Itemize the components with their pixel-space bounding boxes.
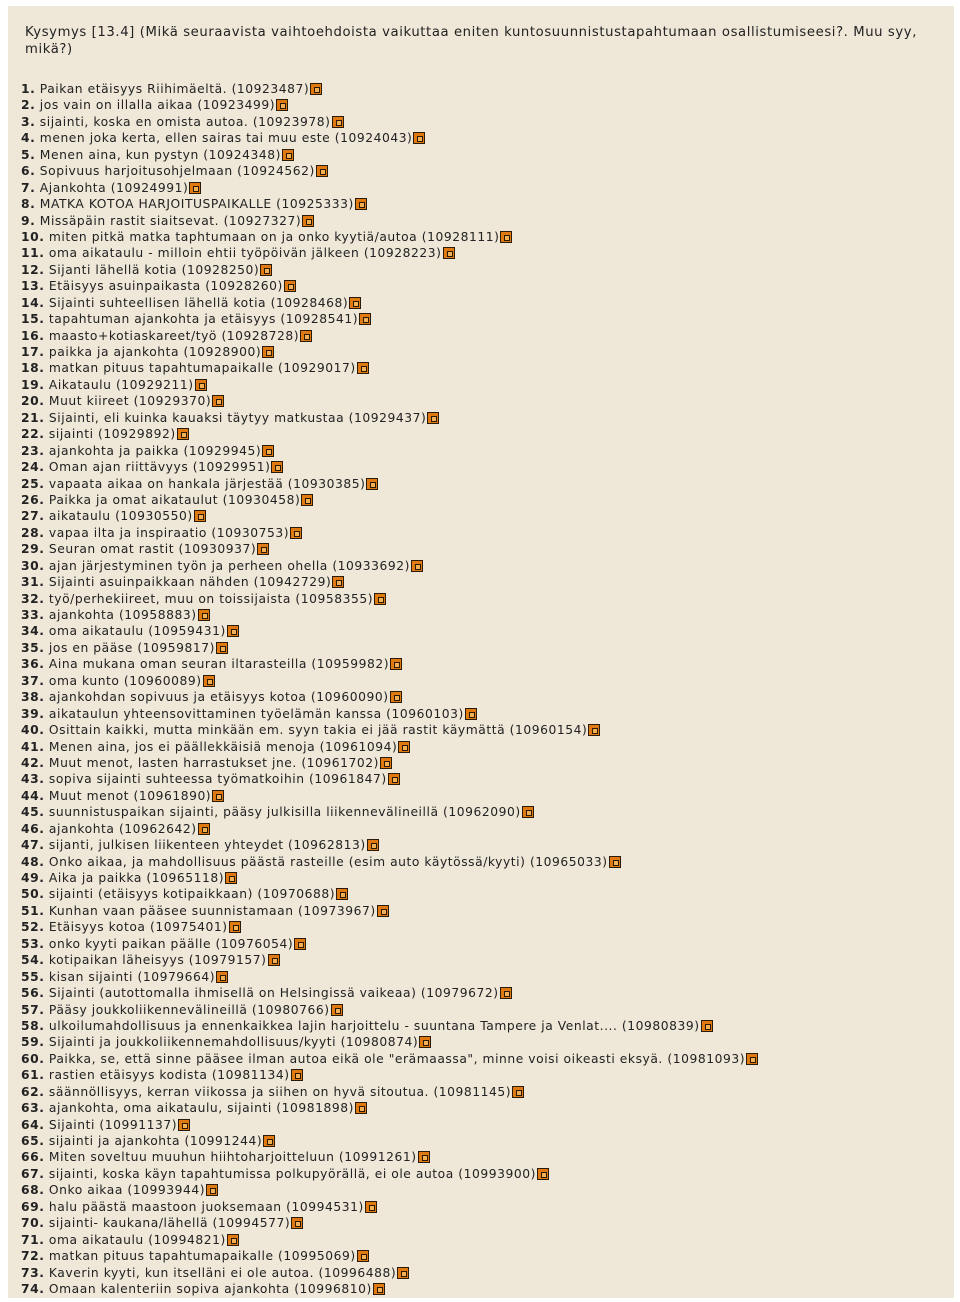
- list-item: [21, 163, 758, 179]
- flag-icon[interactable]: [262, 445, 274, 457]
- flag-icon[interactable]: [413, 132, 425, 144]
- answer-number: 68.: [21, 1183, 45, 1198]
- answer-text: ajankohta (10962642): [48, 821, 197, 836]
- list-item: [21, 459, 758, 475]
- list-item: [21, 360, 758, 376]
- answer-number: 73.: [21, 1265, 45, 1280]
- flag-icon[interactable]: [411, 560, 423, 572]
- answer-number: 23.: [21, 443, 45, 458]
- answer-text: sijanti, julkisen liikenteen yhteydet (10962813): [48, 838, 366, 853]
- list-item: [21, 213, 758, 229]
- list-item: [21, 919, 758, 935]
- answer-text: Kunhan vaan pääsee suunnistamaan (10973967): [48, 903, 376, 918]
- list-item: [21, 952, 758, 968]
- answer-text: tapahtuman ajankohta ja etäisyys (10928541): [48, 312, 359, 327]
- flag-icon[interactable]: [212, 790, 224, 802]
- answer-number: 43.: [21, 772, 45, 787]
- answer-number: 28.: [21, 525, 45, 540]
- list-item: [21, 147, 758, 163]
- answer-text: sijainti- kaukana/lähellä (10994577): [48, 1216, 291, 1231]
- answer-text: sijainti (etäisyys kotipaikkaan) (10970688): [48, 887, 336, 902]
- answer-number: 24.: [21, 460, 45, 475]
- flag-icon[interactable]: [206, 1184, 218, 1196]
- flag-icon[interactable]: [198, 609, 210, 621]
- list-item: [21, 1067, 758, 1083]
- answer-number: 74.: [21, 1281, 45, 1296]
- flag-icon[interactable]: [229, 921, 241, 933]
- list-item: [21, 1133, 758, 1149]
- answer-text: MATKA KOTOA HARJOITUSPAIKALLE (10925333): [39, 197, 354, 212]
- flag-icon[interactable]: [177, 428, 189, 440]
- list-item: [21, 377, 758, 393]
- answer-text: Onko aikaa (10993944): [48, 1183, 206, 1198]
- answer-number: 12.: [21, 262, 45, 277]
- answer-number: 66.: [21, 1150, 45, 1165]
- answer-number: 53.: [21, 936, 45, 951]
- answer-text: sijainti ja ajankohta (10991244): [48, 1134, 263, 1148]
- answer-text: ajankohta (10958883): [48, 608, 197, 622]
- answer-text: Aikataulu (10929211): [48, 377, 194, 392]
- flag-icon[interactable]: [276, 99, 288, 111]
- answer-number: 33.: [21, 608, 45, 622]
- answer-number: 48.: [21, 854, 45, 869]
- flag-icon[interactable]: [365, 1201, 377, 1213]
- flag-icon[interactable]: [291, 1217, 303, 1229]
- answer-number: 49.: [21, 871, 45, 885]
- flag-icon[interactable]: [195, 379, 207, 391]
- list-item: [21, 245, 758, 261]
- answer-text: Muut kiireet (10929370): [48, 394, 212, 409]
- flag-icon[interactable]: [373, 1283, 385, 1295]
- answer-number: 14.: [21, 295, 45, 310]
- flag-icon[interactable]: [397, 1267, 409, 1279]
- answer-text: halu päästä maastoon juoksemaan (10994531): [48, 1199, 364, 1214]
- answer-number: 72.: [21, 1249, 45, 1264]
- list-item: [21, 492, 758, 508]
- flag-icon[interactable]: [500, 231, 512, 243]
- answer-number: 54.: [21, 953, 45, 968]
- answer-text: Muut menot, lasten harrastukset jne. (10961702): [48, 755, 380, 770]
- flag-icon[interactable]: [388, 773, 400, 785]
- flag-icon[interactable]: [301, 494, 313, 506]
- flag-icon[interactable]: [331, 1004, 343, 1016]
- answer-number: 11.: [21, 246, 45, 261]
- list-item: [21, 1117, 758, 1133]
- list-item: [21, 574, 758, 590]
- flag-icon[interactable]: [500, 987, 512, 999]
- list-item: [21, 673, 758, 689]
- answer-text: jos vain on illalla aikaa (10923499): [39, 98, 276, 113]
- answer-number: 50.: [21, 887, 45, 902]
- list-item: [21, 1265, 758, 1281]
- flag-icon[interactable]: [465, 708, 477, 720]
- list-item: [21, 344, 758, 360]
- answer-number: 44.: [21, 788, 45, 803]
- list-item: [21, 426, 758, 442]
- list-item: [21, 854, 758, 870]
- answer-number: 9.: [21, 213, 36, 228]
- answer-text: ajankohta, oma aikataulu, sijainti (10981898): [48, 1101, 354, 1116]
- flag-icon[interactable]: [290, 527, 302, 539]
- list-item: [21, 1248, 758, 1264]
- list-item: [21, 262, 758, 278]
- answer-number: 26.: [21, 492, 45, 507]
- flag-icon[interactable]: [302, 215, 314, 227]
- flag-icon[interactable]: [537, 1168, 549, 1180]
- list-item: [21, 788, 758, 804]
- answer-number: 13.: [21, 279, 45, 294]
- list-item: [21, 558, 758, 574]
- flag-icon[interactable]: [512, 1086, 524, 1098]
- flag-icon[interactable]: [216, 642, 228, 654]
- answer-number: 30.: [21, 558, 45, 573]
- answer-text: menen joka kerta, ellen sairas tai muu este (10924043): [39, 131, 413, 146]
- answer-text: Sijainti (autottomalla ihmisellä on Helsingissä vaikeaa) (10979672): [48, 986, 499, 1001]
- flag-icon[interactable]: [355, 198, 367, 210]
- list-item: [21, 739, 758, 755]
- list-item: [21, 278, 758, 294]
- list-item: [21, 114, 758, 130]
- list-item: [21, 1199, 758, 1215]
- answer-text: Aina mukana oman seuran iltarasteilla (10959982): [48, 657, 390, 672]
- question-heading: Kysymys [13.4] (Mikä seuraavista vaihtoehdoista vaikuttaa eniten kuntosuunnistustapahtumaan osallistumiseesi?. Muu syy, mikä?): [25, 25, 918, 57]
- answer-number: 37.: [21, 673, 45, 688]
- list-item: [21, 1166, 758, 1182]
- answer-text: ajankohta ja paikka (10929945): [48, 443, 262, 458]
- answer-text: Sijainti suhteellisen lähellä kotia (10928468): [48, 295, 349, 310]
- answer-number: 45.: [21, 805, 45, 820]
- answer-number: 34.: [21, 624, 45, 639]
- list-item: [21, 1051, 758, 1067]
- answer-text: jos en pääse (10959817): [48, 640, 216, 655]
- answer-number: 6.: [21, 164, 36, 179]
- answer-number: 15.: [21, 312, 45, 327]
- list-item: [21, 525, 758, 541]
- answer-text: Missäpäin rastit siaitsevat. (10927327): [39, 213, 302, 228]
- flag-icon[interactable]: [443, 247, 455, 259]
- answer-number: 64.: [21, 1117, 45, 1132]
- answer-number: 38.: [21, 690, 45, 705]
- answer-number: 31.: [21, 575, 45, 590]
- flag-icon[interactable]: [374, 593, 386, 605]
- answer-text: säännöllisyys, kerran viikossa ja siihen on hyvä sitoutua. (10981145): [48, 1084, 512, 1099]
- list-item: [21, 130, 758, 146]
- answer-number: 36.: [21, 657, 45, 672]
- flag-icon[interactable]: [359, 313, 371, 325]
- flag-icon[interactable]: [268, 954, 280, 966]
- answer-text: suunnistuspaikan sijainti, pääsy julkisilla liikennevälineillä (10962090): [48, 805, 521, 820]
- list-item: [21, 1084, 758, 1100]
- answer-number: 46.: [21, 821, 45, 836]
- answer-text: oma aikataulu (10959431): [48, 624, 226, 639]
- answer-text: ajankohdan sopivuus ja etäisyys kotoa (10960090): [48, 690, 389, 705]
- list-item: [21, 541, 758, 557]
- answer-number: 56.: [21, 986, 45, 1001]
- flag-icon[interactable]: [271, 461, 283, 473]
- list-item: [21, 1002, 758, 1018]
- flag-icon[interactable]: [225, 872, 237, 884]
- flag-icon[interactable]: [294, 938, 306, 950]
- answer-text: Paikka, se, että sinne pääsee ilman autoa eikä ole "erämaassa", minne voisi oikeasti eksyä. (10981093): [48, 1051, 746, 1066]
- answer-text: sijainti, koska käyn tapahtumissa polkupyörällä, ei ole autoa (10993900): [48, 1166, 536, 1181]
- answer-text: Pääsy joukkoliikennevälineillä (10980766): [48, 1002, 330, 1017]
- list-item: [21, 476, 758, 492]
- answer-number: 71.: [21, 1232, 45, 1247]
- flag-icon[interactable]: [419, 1036, 431, 1048]
- list-item: [21, 81, 758, 97]
- answer-number: 42.: [21, 755, 45, 770]
- answer-text: oma kunto (10960089): [48, 673, 202, 688]
- answer-number: 51.: [21, 903, 45, 918]
- answer-number: 40.: [21, 723, 45, 738]
- answer-number: 60.: [21, 1051, 45, 1066]
- answer-number: 69.: [21, 1199, 45, 1214]
- list-item: [21, 755, 758, 771]
- answer-text: Ajankohta (10924991): [39, 180, 189, 195]
- answer-text: miten pitkä matka taphtumaan on ja onko kyytiä/autoa (10928111): [48, 229, 500, 244]
- list-item: [21, 508, 758, 524]
- answer-number: 25.: [21, 476, 45, 491]
- flag-icon[interactable]: [366, 478, 378, 490]
- answer-list: [21, 81, 758, 1297]
- answer-number: 7.: [21, 180, 36, 195]
- flag-icon[interactable]: [332, 116, 344, 128]
- answer-text: kotipaikan läheisyys (10979157): [48, 953, 267, 968]
- answer-text: Miten soveltuu muuhun hiihtoharjoitteluun (10991261): [48, 1150, 417, 1165]
- answer-text: vapaata aikaa on hankala järjestää (10930385): [48, 476, 366, 491]
- flag-icon[interactable]: [178, 1119, 190, 1131]
- flag-icon[interactable]: [609, 856, 621, 868]
- answer-text: Etäisyys kotoa (10975401): [48, 920, 228, 935]
- flag-icon[interactable]: [189, 182, 201, 194]
- answer-text: Paikka ja omat aikataulut (10930458): [48, 492, 301, 507]
- flag-icon[interactable]: [349, 297, 361, 309]
- answer-text: Osittain kaikki, mutta minkään em. syyn takia ei jää rastit käymättä (10960154): [48, 723, 588, 738]
- list-item: [21, 689, 758, 705]
- answer-number: 41.: [21, 739, 45, 754]
- list-item: [21, 229, 758, 245]
- answer-number: 61.: [21, 1068, 45, 1083]
- answer-number: 35.: [21, 640, 45, 655]
- flag-icon[interactable]: [300, 330, 312, 342]
- answer-number: 8.: [21, 197, 36, 212]
- list-item: [21, 623, 758, 639]
- answer-text: aikataulun yhteensovittaminen työelämän kanssa (10960103): [48, 706, 464, 721]
- answer-text: oma aikataulu - milloin ehtii työpöivän jälkeen (10928223): [48, 246, 442, 261]
- answer-text: Paikan etäisyys Riihimäeltä. (10923487): [39, 82, 310, 96]
- flag-icon[interactable]: [377, 905, 389, 917]
- flag-icon[interactable]: [260, 264, 272, 276]
- list-item: [21, 1100, 758, 1116]
- list-item: [21, 393, 758, 409]
- answer-number: 10.: [21, 229, 45, 244]
- answer-text: rastien etäisyys kodista (10981134): [48, 1068, 290, 1083]
- list-item: [21, 295, 758, 311]
- flag-icon[interactable]: [746, 1053, 758, 1065]
- list-item: [21, 410, 758, 426]
- list-item: [21, 1281, 758, 1297]
- answer-number: 27.: [21, 509, 45, 524]
- flag-icon[interactable]: [332, 576, 344, 588]
- flag-icon[interactable]: [398, 741, 410, 753]
- flag-icon[interactable]: [522, 806, 534, 818]
- list-item: [21, 1034, 758, 1050]
- report-page: [8, 6, 954, 1298]
- answer-text: Sopivuus harjoitusohjelmaan (10924562): [39, 164, 315, 179]
- answer-text: Seuran omat rastit (10930937): [48, 542, 257, 557]
- answer-text: ajan järjestyminen työn ja perheen ohella (10933692): [48, 558, 411, 573]
- answer-text: Sijainti, eli kuinka kauaksi täytyy matkustaa (10929437): [48, 410, 427, 425]
- flag-icon[interactable]: [316, 165, 328, 177]
- list-item: [21, 706, 758, 722]
- answer-number: 21.: [21, 410, 45, 425]
- answer-text: aikataulu (10930550): [48, 509, 193, 524]
- answer-number: 2.: [21, 98, 36, 113]
- answer-text: sijainti, koska en omista autoa. (10923978): [39, 114, 331, 129]
- flag-icon[interactable]: [418, 1151, 430, 1163]
- list-item: [21, 771, 758, 787]
- answer-number: 19.: [21, 377, 45, 392]
- list-item: [21, 722, 758, 738]
- answer-number: 3.: [21, 114, 36, 129]
- answer-number: 16.: [21, 328, 45, 343]
- list-item: [21, 607, 758, 623]
- list-item: [21, 886, 758, 902]
- answer-number: 70.: [21, 1216, 45, 1231]
- list-item: [21, 591, 758, 607]
- answer-number: 20.: [21, 394, 45, 409]
- answer-number: 22.: [21, 427, 45, 442]
- answer-number: 55.: [21, 969, 45, 984]
- flag-icon[interactable]: [263, 1135, 275, 1147]
- flag-icon[interactable]: [194, 510, 206, 522]
- flag-icon[interactable]: [588, 724, 600, 736]
- answer-number: 58.: [21, 1018, 45, 1033]
- flag-icon[interactable]: [257, 543, 269, 555]
- answer-number: 39.: [21, 706, 45, 721]
- answer-text: kisan sijainti (10979664): [48, 969, 216, 984]
- answer-number: 4.: [21, 131, 36, 146]
- list-item: [21, 936, 758, 952]
- answer-text: Muut menot (10961890): [48, 788, 212, 803]
- answer-number: 57.: [21, 1002, 45, 1017]
- flag-icon[interactable]: [284, 280, 296, 292]
- answer-number: 62.: [21, 1084, 45, 1099]
- list-item: [21, 180, 758, 196]
- answer-text: sijainti (10929892): [48, 427, 176, 442]
- answer-number: 47.: [21, 838, 45, 853]
- answer-number: 18.: [21, 361, 45, 376]
- answer-text: Aika ja paikka (10965118): [48, 871, 225, 885]
- list-item: [21, 97, 758, 113]
- list-item: [21, 1018, 758, 1034]
- flag-icon[interactable]: [336, 888, 348, 900]
- flag-icon[interactable]: [216, 971, 228, 983]
- list-item: [21, 821, 758, 837]
- flag-icon[interactable]: [198, 823, 210, 835]
- answer-text: matkan pituus tapahtumapaikalle (10995069): [48, 1249, 356, 1264]
- answer-number: 59.: [21, 1035, 45, 1050]
- flag-icon[interactable]: [291, 1069, 303, 1081]
- answer-text: Sijainti ja joukkoliikennemahdollisuus/kyyti (10980874): [48, 1035, 419, 1050]
- flag-icon[interactable]: [262, 346, 274, 358]
- list-item: [21, 656, 758, 672]
- flag-icon[interactable]: [367, 839, 379, 851]
- answer-text: Onko aikaa, ja mahdollisuus päästä rasteille (esim auto käytössä/kyyti) (10965033): [48, 854, 608, 869]
- answer-text: vapaa ilta ja inspiraatio (10930753): [48, 525, 290, 540]
- list-item: [21, 1215, 758, 1231]
- flag-icon[interactable]: [282, 149, 294, 161]
- answer-text: matkan pituus tapahtumapaikalle (10929017): [48, 361, 356, 376]
- list-item: [21, 311, 758, 327]
- flag-icon[interactable]: [227, 625, 239, 637]
- flag-icon[interactable]: [390, 691, 402, 703]
- list-item: [21, 985, 758, 1001]
- flag-icon[interactable]: [380, 757, 392, 769]
- answer-text: paikka ja ajankohta (10928900): [48, 345, 262, 359]
- answer-text: Sijanti lähellä kotia (10928250): [48, 262, 260, 277]
- answer-text: oma aikataulu (10994821): [48, 1232, 226, 1247]
- list-item: [21, 328, 758, 344]
- flag-icon[interactable]: [357, 1250, 369, 1262]
- answer-text: Sijainti (10991137): [48, 1117, 178, 1132]
- answer-number: 1.: [21, 82, 36, 96]
- flag-icon[interactable]: [357, 362, 369, 374]
- flag-icon[interactable]: [701, 1020, 713, 1032]
- answer-number: 65.: [21, 1134, 45, 1148]
- answer-text: maasto+kotiaskareet/työ (10928728): [48, 328, 300, 343]
- flag-icon[interactable]: [355, 1102, 367, 1114]
- flag-icon[interactable]: [427, 412, 439, 424]
- list-item: [21, 903, 758, 919]
- flag-icon[interactable]: [203, 675, 215, 687]
- answer-number: 63.: [21, 1101, 45, 1116]
- list-item: [21, 196, 758, 212]
- flag-icon[interactable]: [310, 83, 322, 95]
- answer-text: Kaverin kyyti, kun itselläni ei ole autoa. (10996488): [48, 1265, 397, 1280]
- list-item: [21, 870, 758, 886]
- answer-text: Menen aina, jos ei päällekkäisiä menoja (10961094): [48, 739, 398, 754]
- answer-text: työ/perhekiireet, muu on toissijaista (10958355): [48, 591, 374, 606]
- answer-text: Menen aina, kun pystyn (10924348): [39, 147, 281, 162]
- answer-text: sopiva sijainti suhteessa työmatkoihin (10961847): [48, 772, 387, 787]
- answer-text: Oman ajan riittävyys (10929951): [48, 460, 271, 475]
- answer-text: Etäisyys asuinpaikasta (10928260): [48, 279, 283, 294]
- answer-text: Omaan kalenteriin sopiva ajankohta (10996810): [48, 1281, 372, 1296]
- list-item: [21, 804, 758, 820]
- list-item: [21, 837, 758, 853]
- list-item: [21, 640, 758, 656]
- list-item: [21, 443, 758, 459]
- list-item: [21, 969, 758, 985]
- list-item: [21, 1232, 758, 1248]
- flag-icon[interactable]: [212, 395, 224, 407]
- list-item: [21, 1149, 758, 1165]
- flag-icon[interactable]: [390, 658, 402, 670]
- answer-number: 32.: [21, 591, 45, 606]
- answer-number: 5.: [21, 147, 36, 162]
- answer-number: 29.: [21, 542, 45, 557]
- answer-text: onko kyyti paikan päälle (10976054): [48, 936, 294, 951]
- answer-number: 67.: [21, 1166, 45, 1181]
- list-item: [21, 1182, 758, 1198]
- answer-number: 17.: [21, 345, 45, 359]
- flag-icon[interactable]: [227, 1234, 239, 1246]
- answer-number: 52.: [21, 920, 45, 935]
- answer-text: Sijainti asuinpaikkaan nähden (10942729): [48, 575, 332, 590]
- answer-text: ulkoilumahdollisuus ja ennenkaikkea lajin harjoittelu - suuntana Tampere ja Venlat.... (10980839): [48, 1018, 700, 1033]
